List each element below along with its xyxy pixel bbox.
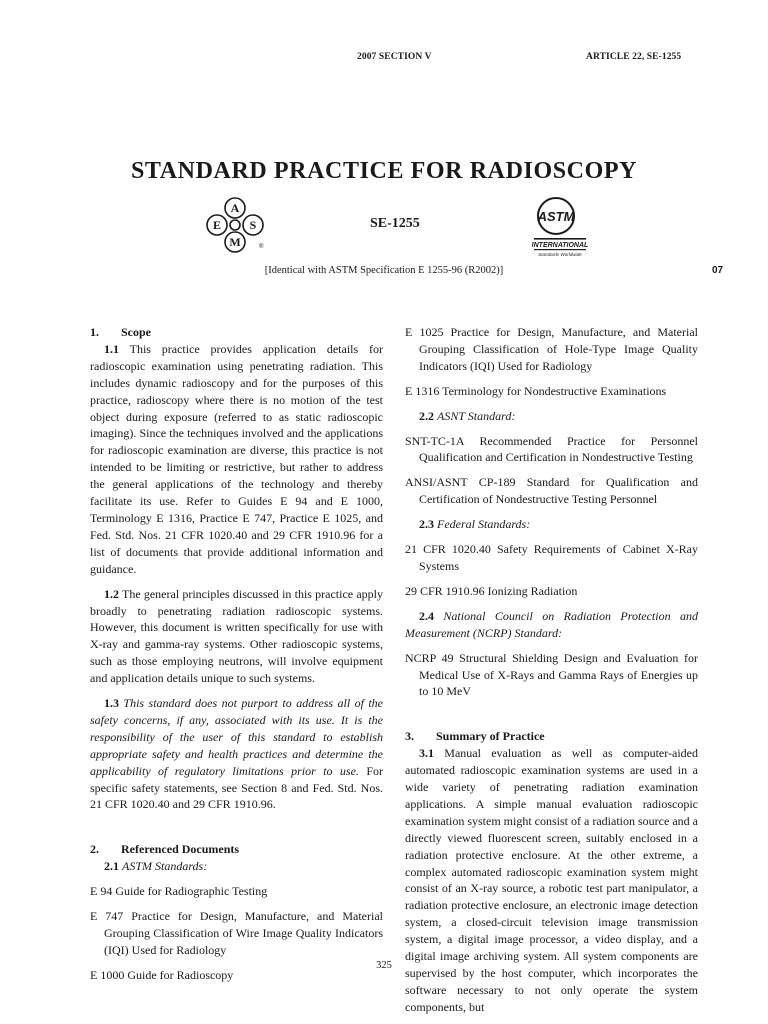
paragraph-1-2: 1.2 The general principles discussed in this practice apply broadly to penetrating radiation radioscopic systems. However, this document is written specifically for use with X-ray and gamma-ray systems. Other radioscopic systems, such as those employing neutrons, will involve equipment and application details unique to such systems.: [90, 586, 383, 686]
designation-number: SE-1255: [370, 216, 420, 231]
reference-item: E 1316 Terminology for Nondestructive Examinations: [405, 383, 667, 398]
left-column: [90, 324, 383, 984]
section-heading-scope: 1. Scope: [90, 325, 151, 339]
reference-item: ANSI/ASNT CP-189 Standard for Qualification and Certification of Nondestructive Testing Personnel: [405, 475, 698, 507]
astm-tagline: Standards Worldwide: [538, 252, 582, 257]
running-header-left: 2007 SECTION V: [357, 52, 432, 62]
document-title: STANDARD PRACTICE FOR RADIOSCOPY: [130, 158, 638, 184]
reference-item: E 94 Guide for Radiographic Testing: [90, 884, 268, 899]
subheading-ncrp-standard: 2.4 National Council on Radiation Protection and Measurement (NCRP) Standard:: [405, 608, 699, 640]
reference-item: 21 CFR 1020.40 Safety Requirements of Cabinet X-Ray Systems: [405, 542, 698, 573]
asme-letter-e: E: [212, 218, 222, 232]
asme-logo: [204, 196, 266, 256]
asme-letter-m: M: [229, 235, 241, 249]
subheading-asnt-standard: 2.2 ASNT Standard:: [419, 408, 516, 423]
asme-letter-a: A: [230, 201, 240, 215]
edition-mark: 07: [712, 265, 724, 276]
paragraph-3-1: 3.1 Manual evaluation as well as computer-aided automated radioscopic examination systems are used in a wide variety of penetrating radiation examination applications. A simple manual evaluation radioscopic examination system might consist of a radiation source and a directly viewed fluorescent screen, suitably enclosed in a radiation protective enclosure. At the other extreme, a complex automated radioscopic examination system might consist of an X-ray source, a robotic test part manipulator, a radiation protective enclosure, an electronic image detection system, a closed-circuit television image transmission system, a digital image processor, a video display, and a digital image archiving system. All system components are supervised by the host computer, which incorporates the software necessary to not only operate the system components, but: [405, 746, 698, 1014]
reference-item: SNT-TC-1A Recommended Practice for Personnel Qualification and Certification in Nondestructive Testing: [405, 433, 698, 465]
subheading-federal-standards: 2.3 Federal Standards:: [419, 517, 531, 532]
asme-letter-s: S: [249, 218, 257, 232]
astm-logo-text: ASTM: [537, 209, 575, 224]
registered-mark: ®: [259, 244, 264, 250]
section-heading-referenced-documents: 2. Referenced Documents: [90, 842, 240, 857]
right-column: [405, 324, 698, 1016]
paragraph-1-1: 1.1 This practice provides application details for radioscopic examination using penetrating radiation. This includes dynamic radioscopy and for the purposes of this practice, radioscopy where there is no motion of the test object during exposure (referred to as static radioscopic imaging). Since the techniques involved and the applications for radioscopic examination are diverse, this practice is not intended to be limiting or restrictive, but rather to address the general applications of the technology and thereby facilitate its use. Refer to Guides E 94 and E 1000, Terminology E 1316, Practice E 747, Practice E 1025, and Fed. Std. Nos. 21 CFR 1020.40 and 29 CFR 1910.96 for a list of documents that provide additional information and guidance.: [90, 341, 383, 576]
astm-logo: [532, 196, 590, 258]
reference-item: E 1000 Guide for Radioscopy: [90, 967, 234, 982]
reference-item: NCRP 49 Structural Shielding Design and Evaluation for Medical Use of X-Rays and Gamma Rays of Energies up to 10 MeV: [405, 650, 698, 699]
reference-item: E 1025 Practice for Design, Manufacture, and Material Grouping Classification of Hole-Type Image Quality Indicators (IQI) Used for Radiology: [405, 325, 698, 373]
page-number: 325: [376, 960, 392, 971]
running-header-right: ARTICLE 22, SE-1255: [586, 52, 682, 62]
identical-note: [Identical with ASTM Specification E 1255-96 (R2002)]: [264, 265, 504, 276]
paragraph-1-3: 1.3 This standard does not purport to address all of the safety concerns, if any, associated with its use. It is the responsibility of the user of this standard to establish appropriate safety and health practices and determine the applicability of regulatory limitations prior to use. For specific safety statements, see Section 8 and Fed. Std. Nos. 21 CFR 1020.40 and 29 CFR 1910.96.: [90, 696, 384, 812]
subheading-astm-standards: 2.1 ASTM Standards:: [104, 859, 208, 874]
section-heading-summary: 3. Summary of Practice: [405, 729, 545, 744]
reference-item: 29 CFR 1910.96 Ionizing Radiation: [405, 583, 578, 598]
reference-item: E 747 Practice for Design, Manufacture, and Material Grouping Classification of Wire Image Quality Indicators (IQI) Used for Radiology: [90, 909, 383, 957]
astm-international-text: INTERNATIONAL: [532, 242, 589, 249]
